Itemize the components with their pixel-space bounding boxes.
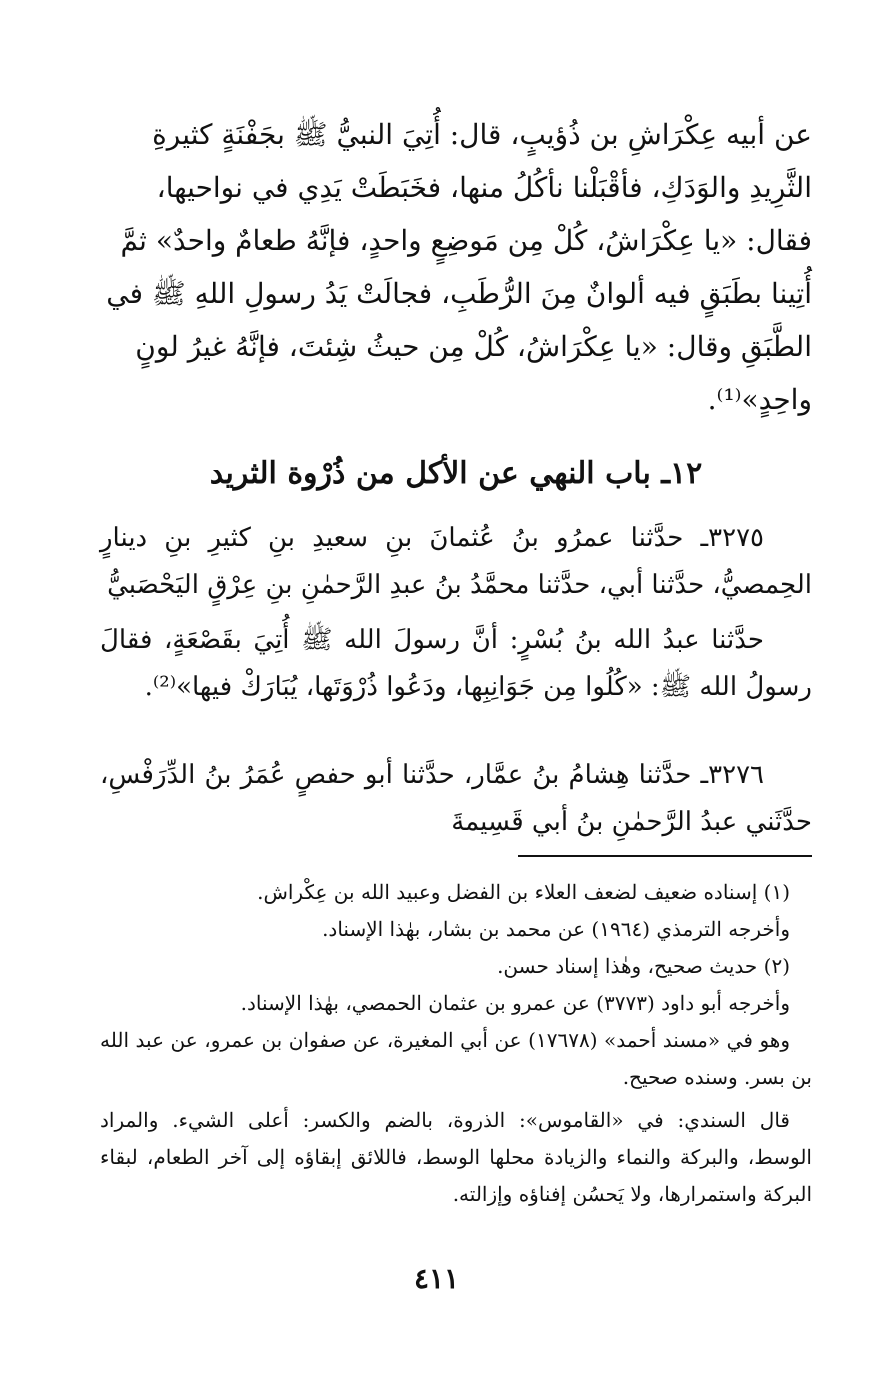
hadith-isnad: ٣٢٧٦ـ حدَّثنا هِشامُ بنُ عمَّار، حدَّثنا أبو حفصٍ عُمَرُ بنُ الدِّرَفْسِ، حدَّثَني عبدُ الرَّحمٰنِ بنُ أبي قَسِيمةَ <box>100 760 812 837</box>
footnote: (١) إسناده ضعيف لضعف العلاء بن الفضل وعبيد الله بن عِكْراش. <box>257 880 790 904</box>
footnotes <box>100 874 812 1213</box>
footnote: قال السندي: في «القاموس»: الذروة، بالضم والكسر: أعلى الشيء. والمراد الوسط، والبركة والنماء والزيادة محلها الوسط، فاللائق إبقاؤه إلى آخر الطعام، لبقاء البركة واستمرارها، ولا يَحسُن إفناؤه وإزالته. <box>100 1108 812 1206</box>
hadith-3275 <box>100 515 812 711</box>
narration-line: عن أبيه عِكْرَاشِ بن ذُؤيبٍ، قال: أُتِيَ النبيُّ ﷺ بجَفْنَةٍ كثيرةِ <box>152 118 812 151</box>
footnote: وهو في «مسند أحمد» (١٧٦٧٨) عن أبي المغيرة، عن صفوان بن عمرو، عن عبد الله بن بسر. وسنده صحيح. <box>100 1028 812 1089</box>
narration-line: الطَّبَقِ وقال: «يا عِكْرَاشُ، كُلْ مِن حيثُ شِئتَ، فإنَّهُ غيرُ لونٍ <box>135 330 812 363</box>
chapter-heading: ١٢ـ باب النهي عن الأكل من ذُرْوة الثريد <box>209 456 703 491</box>
hadith-isnad: ٣٢٧٥ـ حدَّثنا عمرُو بنُ عُثمانَ بنِ سعيدِ بنِ كثيرِ بنِ دينارٍ الحِمصيُّ، حدَّثنا أبي، حدَّثنا محمَّدُ بنُ عبدِ الرَّحمٰنِ بنِ عِرْقٍ اليَحْصَبيُّ <box>100 523 812 600</box>
footnote: وأخرجه أبو داود (٣٧٧٣) عن عمرو بن عثمان الحمصي، بهٰذا الإسناد. <box>240 991 790 1015</box>
footnote: (٢) حديث صحيح، وهٰذا إسناد حسن. <box>497 954 790 978</box>
page-number: ٤١١ <box>413 1262 460 1295</box>
hadith-3276 <box>100 752 812 846</box>
narration-line: الثَّرِيدِ والوَدَكِ، فأقْبَلْنا نأكُلُ منها، فخَبَطَتْ يَدِي في نواحيها، <box>156 171 812 204</box>
narration-line: واحِدٍ»⁽¹⁾. <box>707 383 812 416</box>
hadith-matn: حدَّثنا عبدُ الله بنُ بُسْرٍ: أنَّ رسولَ الله ﷺ أُتِيَ بقَصْعَةٍ، فقالَ رسولُ الله ﷺ: «كُلُوا مِن جَوَانِبِها، ودَعُوا ذُرْوَتَها، يُبَارَكْ فيها»⁽²⁾. <box>100 625 812 702</box>
footnote: وأخرجه الترمذي (١٩٦٤) عن محمد بن بشار، بهٰذا الإسناد. <box>322 917 790 941</box>
narration-text <box>100 108 812 426</box>
narration-line: فقال: «يا عِكْرَاشُ، كُلْ مِن مَوضِعٍ واحدٍ، فإنَّهُ طعامٌ واحدٌ» ثمَّ <box>120 224 812 257</box>
footnote-divider <box>518 855 812 857</box>
narration-line: أُتِينا بطَبَقٍ فيه ألوانٌ مِنَ الرُّطَبِ، فجالَتْ يَدُ رسولِ اللهِ ﷺ في <box>106 277 812 310</box>
